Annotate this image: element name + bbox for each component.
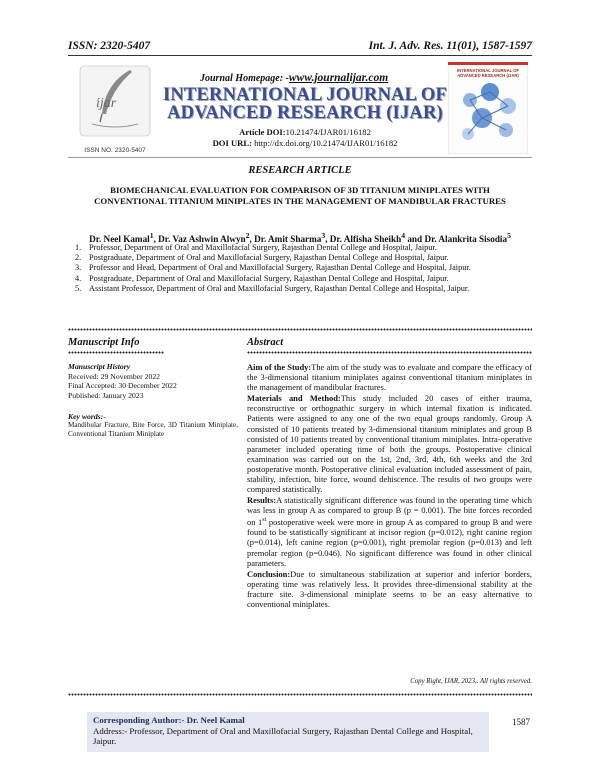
dotted-divider (68, 693, 532, 696)
keywords-block (68, 412, 238, 439)
affiliation-item: 1. Professor, Department of Oral and Maxillofacial Surgery, Rajasthan Dental College and Hospital, Jaipur. (75, 243, 437, 252)
corresponding-author: Corresponding Author:- Dr. Neel Kamal (93, 715, 245, 725)
logo-issn: ISSN NO. 2320-5407 (84, 147, 146, 154)
logo-text: ijar (96, 96, 117, 111)
abstract-aim: Aim of the Study:The aim of the study was to evaluate and compare the efficacy of the 3-dimensional titanium miniplates against conventional titanium miniplates in the management of mandibular fractures. (247, 362, 532, 393)
author-list: Dr. Neel Kamal$^1$, Dr. Vaz Ashwin Alwyn$^2$, Dr. Amit Sharma$^3$, Dr. Alfisha Sheikh$^4$ and Dr. Alankrita Sisodia$^5$ (89, 231, 511, 245)
affiliation-list (75, 243, 527, 294)
doi-url-link[interactable]: http://dx.doi.org/10.21474/IJAR01/16182 (254, 137, 398, 148)
author: Dr. Amit Sharma$^3$, (254, 231, 330, 245)
manuscript-info-heading: Manuscript Info (68, 337, 140, 348)
journal-title-line2: ADVANCED RESEARCH (IJAR) (167, 103, 443, 123)
author: Dr. Neel Kamal$^1$, (89, 231, 159, 245)
homepage-label: Journal Homepage: - (200, 73, 289, 84)
received-date: Received: 29 November 2022 (68, 371, 161, 381)
svg-text:ADVANCED RESEARCH (IJAR): ADVANCED RESEARCH (IJAR) (457, 73, 519, 78)
dotted-divider (68, 351, 164, 354)
corresponding-author-box (87, 712, 489, 752)
dotted-divider (68, 328, 532, 331)
author: Dr. Vaz Ashwin Alwyn$^2$, (158, 231, 255, 245)
abstract-heading: Abstract (247, 337, 284, 348)
abstract-conclusion: Conclusion:Due to simultaneous stabilization at superior and inferior borders, operating time was relatively less. It provides three-dimensional stability at the fracture site. 3-dimensional miniplate seems to be an easy alternative to conventional miniplates. (247, 568, 532, 609)
article-doi-label: Article DOI: (239, 127, 286, 137)
doi-block (160, 127, 450, 148)
citation-header: Int. J. Adv. Res. 11(01), 1587-1597 (368, 40, 532, 52)
author: Dr. Alankrita Sisodia$^5$ (424, 231, 511, 245)
journal-title (160, 86, 450, 122)
keywords-heading: Key words:- (68, 412, 106, 421)
ijar-logo (72, 62, 158, 154)
doi-url-label: DOI URL: (212, 137, 252, 148)
history-heading: Manuscript History (68, 362, 131, 371)
accepted-date: Final Accepted: 30 December 2022 (68, 381, 177, 390)
published-date: Published: January 2023 (68, 390, 144, 400)
affiliation-item: 3. Professor and Head, Department of Oral and Maxillofacial Surgery, Rajasthan Dental College and Hospital, Jaipur. (75, 263, 471, 273)
author-address: Address:- Professor, Department of Oral and Maxillofacial Surgery, Rajasthan Dental College and Hospital, Jaipur. (93, 725, 473, 746)
abstract-body (247, 362, 532, 610)
copyright-notice: Copy Right, IJAR, 2023,. All rights reserved. (410, 678, 532, 685)
abstract-methods: Materials and Method:This study included 20 cases of either trauma, reconstructive or orthognathic surgery in which internal fixation is indicated. Patients were assigned to any one of the two equal groups randomly. Group A consisted of 10 patients treated by 3-dimensional titanium miniplates and group B consisted of 10 patients treated by conventional titanium miniplates. Intra-operative parameter included operating time of both the groups. Postoperative clinical examination was carried out on the 1st, 2nd, 3rd, 4th, 6th weeks and the 3rd postoperative month. Postoperative clinical evaluation included assessment of pain, stability, infection, bite force, wound dehiscence. The results of two groups were compared statistically. (247, 393, 532, 495)
journal-title-line1: INTERNATIONAL JOURNAL OF (162, 85, 448, 105)
affiliation-item: 4. Postgraduate, Department of Oral and Maxillofacial Surgery, Rajasthan Dental College and Hospital, Jaipur. (75, 273, 449, 283)
page-number: 1587 (512, 717, 530, 727)
dotted-divider (247, 351, 532, 354)
keywords-text: Mandibular Fracture, Bite Force, 3D Titanium Miniplate, Conventional Titanium Miniplate (68, 421, 238, 438)
manuscript-history (68, 362, 238, 400)
svg-text:INTERNATIONAL JOURNAL OF: INTERNATIONAL JOURNAL OF (456, 68, 520, 73)
abstract-results: Results:A statistically significant difference was found in the operating time which was less in group A as compared to group B (p = 0.001). The bite forces recorded on 1st postoperative week were more in group A as compared to group B and were found to be statistically significant at incisor region (p=0.012), right canine region (p=0.014), left canine region (p=0.001), right premolar region (p=0.013) and left premolar region (p=0.046). No significant difference was found in other clinical parameters. (247, 495, 533, 568)
article-type: RESEARCH ARTICLE (248, 165, 352, 176)
article-doi: 10.21474/IJAR01/16182 (285, 127, 371, 137)
homepage-link[interactable]: www.journalijar.com (288, 72, 389, 84)
journal-cover-image (448, 62, 528, 154)
header-rule (68, 55, 532, 56)
affiliation-item: 5. Assistant Professor, Department of Oral and Maxillofacial Surgery, Rajasthan Dental College and Hospital, Jaipur. (75, 283, 470, 293)
article-title: BIOMECHANICAL EVALUATION FOR COMPARISON OF 3D TITANIUM MINIPLATES WITH CONVENTIONAL TITANIUM MINIPLATES IN THE MANAGEMENT OF MANDIBULAR FRACTURES (94, 185, 506, 206)
issn-header: ISSN: 2320-5407 (68, 40, 151, 52)
affiliation-item: 2. Postgraduate, Department of Oral and Maxillofacial Surgery, Rajasthan Dental College and Hospital, Jaipur. (75, 253, 449, 263)
journal-homepage (200, 72, 388, 84)
author: Dr. Alfisha Sheikh$^4$ (329, 231, 406, 245)
quill-logo-icon (72, 62, 158, 142)
